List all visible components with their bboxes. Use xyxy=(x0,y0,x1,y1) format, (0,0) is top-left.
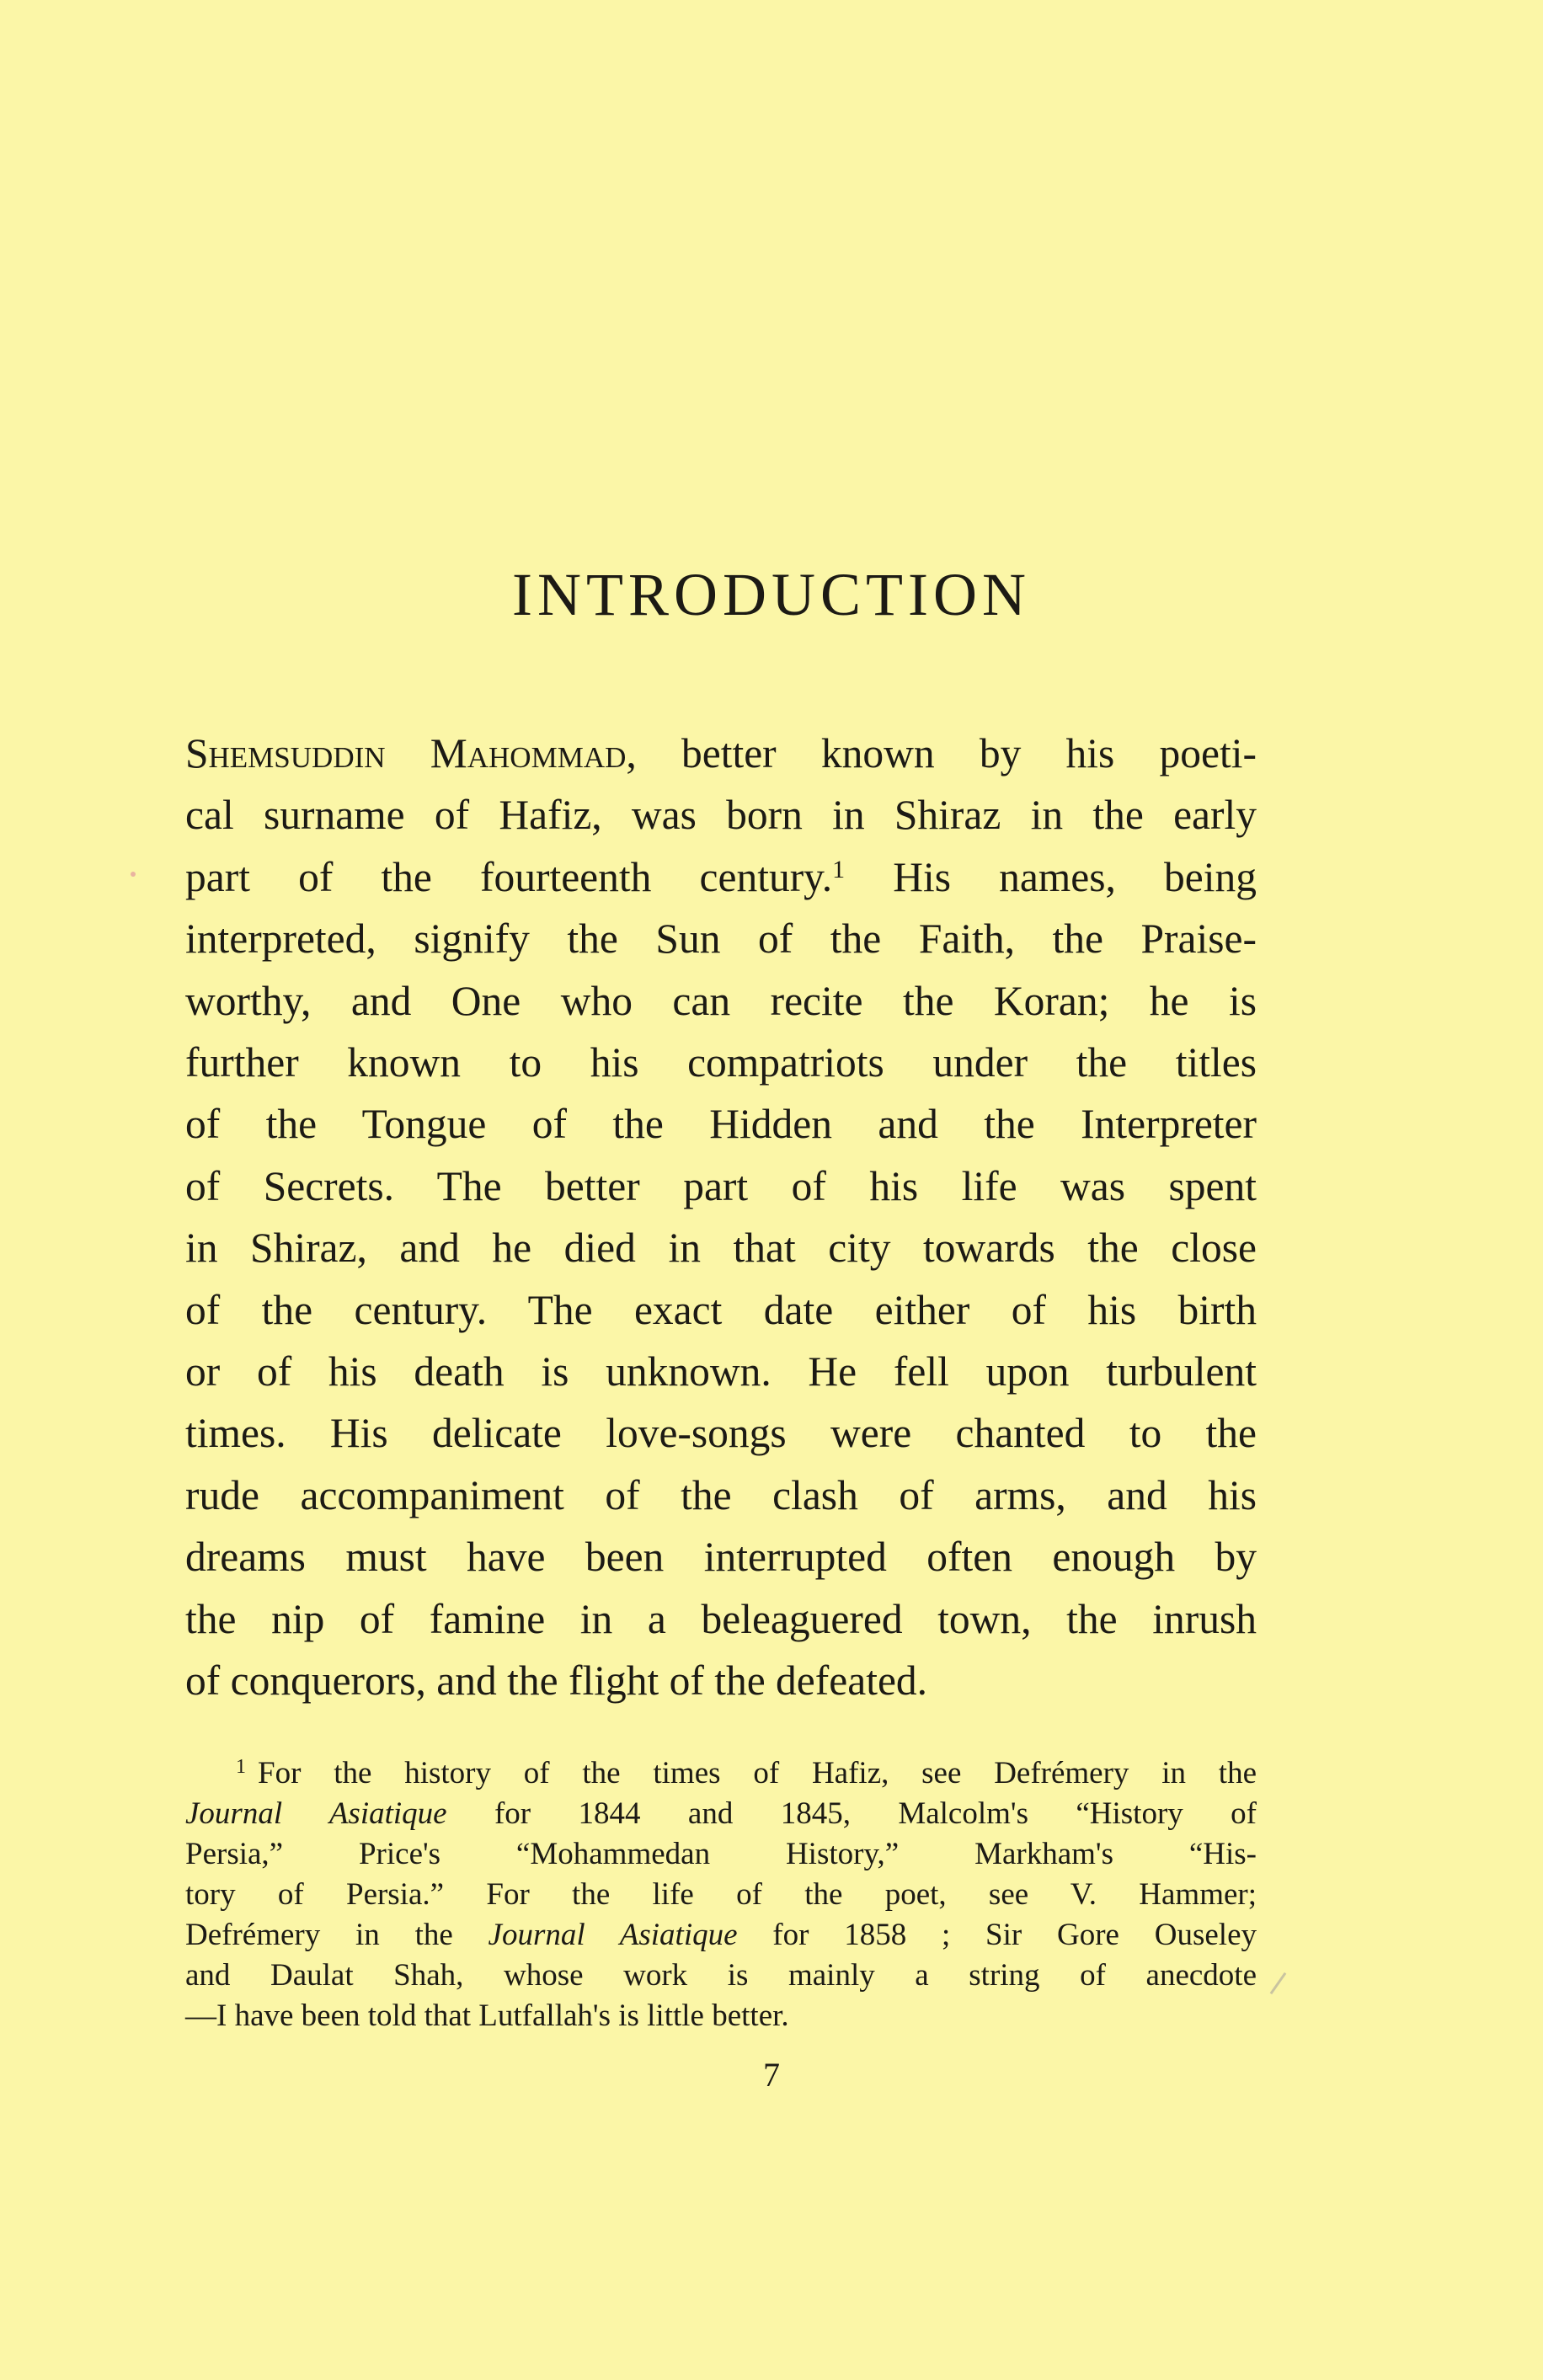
chapter-heading: INTRODUCTION xyxy=(512,561,1031,628)
body-line: of conquerors, and the flight of the defeated. xyxy=(185,1657,928,1705)
body-line: the nip of famine in a beleaguered town, the inrush xyxy=(185,1595,1257,1642)
body-line: part of the fourteenth century.$^1$ His names, being xyxy=(185,853,1257,900)
footnote-marker: 1 xyxy=(236,1756,246,1778)
margin-pencil-mark xyxy=(1270,1972,1287,1994)
footnote-line: Journal Asiatique for 1844 and 1845, Malcolm's “History of xyxy=(185,1796,1257,1831)
footnote-line: and Daulat Shah, whose work is mainly a string of anecdote xyxy=(185,1958,1257,1993)
body-line: rude accompaniment of the clash of arms, and his xyxy=(185,1471,1257,1518)
body-paragraph xyxy=(185,723,1257,1712)
body-line: dreams must have been interrupted often enough by xyxy=(185,1534,1257,1581)
footnote-line: tory of Persia.” For the life of the poet, see V. Hammer; xyxy=(185,1877,1257,1912)
footnote-reference[interactable]: 1 xyxy=(832,855,846,883)
author-name: Shemsuddin Mahommad, xyxy=(185,730,637,776)
footnote-line: $^1$ For the history of the times of Hafiz, see Defrémery in the xyxy=(236,1756,1257,1790)
page-number: 7 xyxy=(763,2056,780,2094)
body-line: Shemsuddin Mahommad, better known by his poeti- xyxy=(185,730,1257,776)
body-line: in Shiraz, and he died in that city towards the close xyxy=(185,1225,1257,1272)
footnote-line: Persia,” Price's “Mohammedan History,” Markham's “His- xyxy=(185,1837,1257,1871)
body-line: of Secrets. The better part of his life was spent xyxy=(185,1162,1257,1209)
journal-title: Journal Asiatique xyxy=(488,1918,738,1952)
body-line: cal surname of Hafiz, was born in Shiraz in the early xyxy=(185,792,1257,839)
footnote xyxy=(185,1753,1257,2036)
body-line: of the Tongue of the Hidden and the Interpreter xyxy=(185,1101,1257,1148)
body-line: of the century. The exact date either of his birth xyxy=(185,1286,1257,1333)
body-line: times. His delicate love-songs were chanted to the xyxy=(185,1410,1257,1457)
journal-title: Journal Asiatique xyxy=(185,1796,447,1831)
body-line: further known to his compatriots under the titles xyxy=(185,1039,1257,1086)
body-line: or of his death is unknown. He fell upon turbulent xyxy=(185,1348,1257,1395)
footnote-line: Defrémery in the Journal Asiatique for 1858 ; Sir Gore Ouseley xyxy=(185,1918,1257,1952)
body-line: interpreted, signify the Sun of the Faith, the Praise- xyxy=(185,915,1257,963)
footnote-line: —I have been told that Lutfallah's is little better. xyxy=(185,1998,789,2033)
body-line: worthy, and One who can recite the Koran; he is xyxy=(185,977,1257,1024)
margin-speck xyxy=(131,872,136,877)
